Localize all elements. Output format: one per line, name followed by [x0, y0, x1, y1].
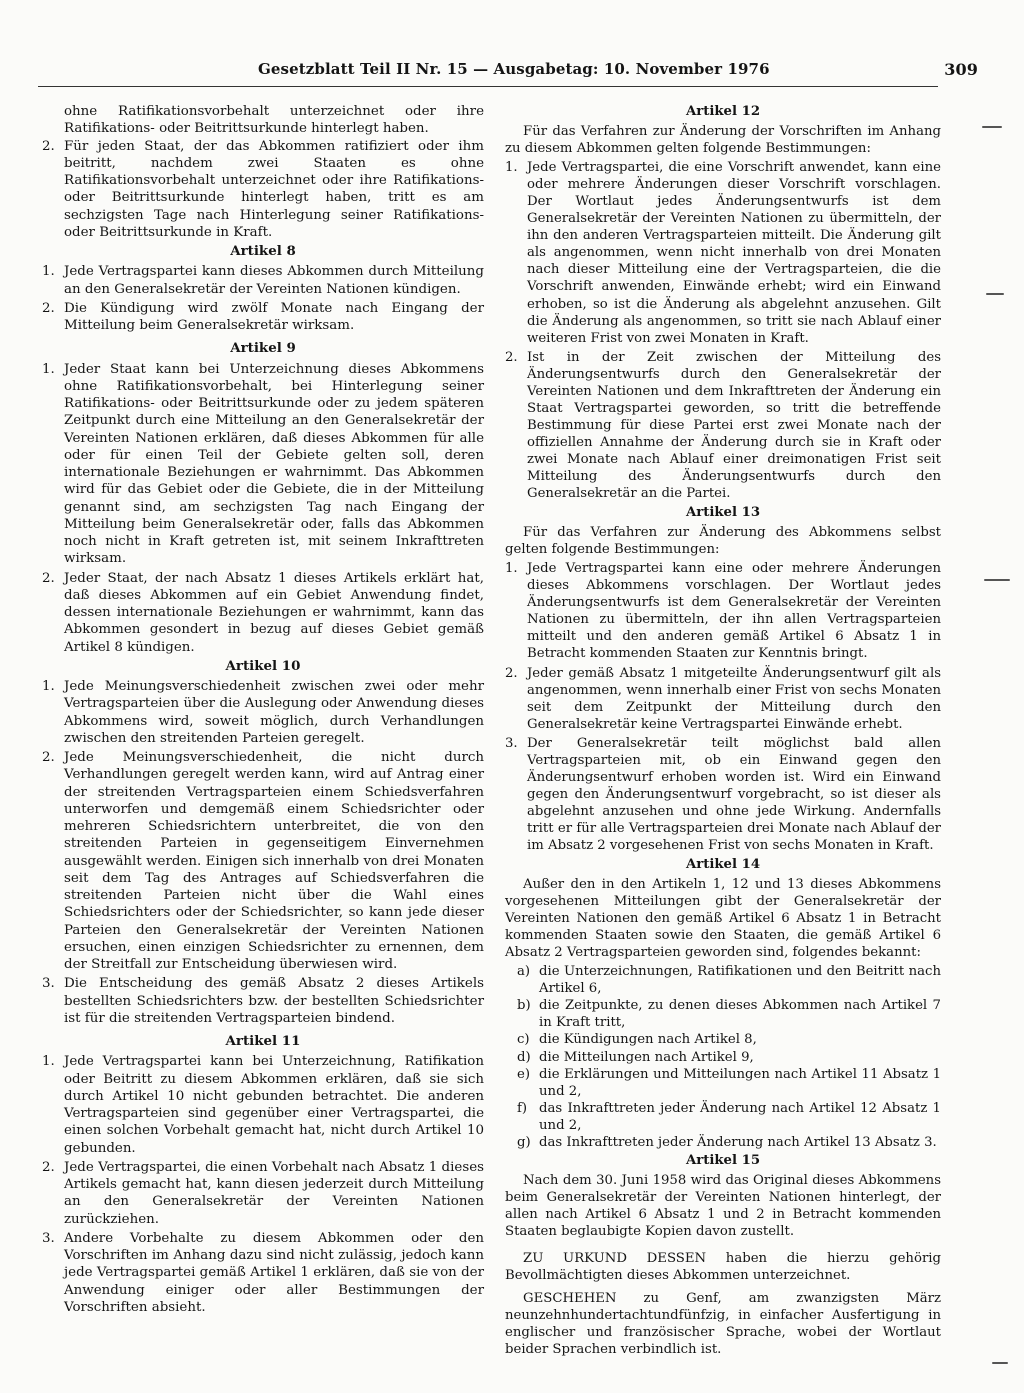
article-12-heading: Artikel 12 — [685, 104, 761, 119]
list-item-text: die Erklärungen und Mitteilungen nach Artikel 11 Absatz 1 und 2, — [539, 1066, 941, 1099]
paragraph-number: 2. — [42, 300, 55, 316]
page-header — [238, 60, 978, 84]
list-item-text: das Inkrafttreten jeder Änderung nach Artikel 12 Absatz 1 und 2, — [539, 1100, 941, 1133]
list-item-key: g) — [517, 1134, 531, 1150]
article-9-paragraph-1 — [42, 361, 484, 568]
paragraph-text: Jede Meinungsverschiedenheit, die nicht durch Verhandlungen geregelt werden kann, wird auf Antrag einer der streitenden Vertragsparteien einem Schiedsverfahren unterworfen und demgemäß einem Schiedsrichter oder mehreren Schiedsrichtern unterbreitet, die von den streitenden Parteien in gegenseitigem Einvernehmen ausgewählt werden. Einigen sich innerhalb von drei Monaten seit dem Tag des Antrages auf Schiedsverfahren die streitenden Parteien nicht über die Wahl eines Schiedsrichters oder der Schiedsrichter, so kann jede dieser Parteien den Generalsekretär der Vereinten Nationen ersuchen, einen einzigen Schiedsrichter zu ernennen, dem der Streitfall zur Entscheidung überwiesen wird. — [64, 750, 484, 972]
paragraph-number: 1. — [42, 1054, 55, 1070]
margin-mark — [982, 126, 1002, 128]
list-item — [505, 1031, 941, 1048]
paragraph-number: 3. — [42, 976, 55, 992]
paragraph-number: 2. — [42, 570, 55, 586]
paragraph-number: 2. — [42, 1159, 55, 1175]
article-7-paragraph-2 — [42, 138, 484, 242]
article-8-paragraph-1 — [42, 263, 484, 298]
paragraph-text: Jeder Staat kann bei Unterzeichnung dieses Abkommens ohne Ratifikationsvorbehalt, bei Hinterlegung seiner Ratifikations- oder Beitrittsurkunde oder zu jedem späteren Zeitpunkt durch eine Mitteilung an den Generalsekretär der Vereinten Nationen erklären, daß dieses Abkommen für alle oder für einen Teil der Gebiete gelten soll, deren internationale Beziehungen er wahrnimmt. Das Abkommen wird für das Gebiet oder die Gebiete, die in der Mitteilung genannt sind, am sechzigsten Tag nach Eingang der Mitteilung beim Generalsekretär oder, falls das Abkommen noch nicht in Kraft getreten ist, mit seinem Inkrafttreten wirksam. — [64, 361, 484, 567]
paragraph-number: 2. — [505, 349, 518, 365]
list-item — [505, 997, 941, 1031]
article-11-paragraph-3 — [42, 1230, 484, 1316]
header-rule — [38, 86, 938, 87]
paragraph-text: Der Generalsekretär teilt möglichst bald allen Vertragsparteien mit, ob ein Einwand gegen den Änderungsentwurf erhoben worden ist. Wird ein Einwand gegen den Änderungsentwurf vorgebracht, so ist dieser als abgelehnt anzusehen und ohne jede Wirkung. Andernfalls tritt er für alle Vertragsparteien drei Monate nach Ablauf der im Absatz 2 vorgesehenen Frist von sechs Monaten in Kraft. — [527, 735, 941, 853]
list-item — [505, 963, 941, 997]
paragraph-text: Jeder gemäß Absatz 1 mitgeteilte Änderungsentwurf gilt als angenommen, wenn innerhalb einer Frist von sechs Monaten seit dem Zeitpunkt der Mitteilung durch den Generalsekretär keine Vertragspartei Einwände erhebt. — [527, 665, 941, 732]
paragraph-number: 1. — [42, 361, 55, 377]
article-14-list — [505, 963, 941, 1151]
article-13-paragraph-1 — [505, 560, 941, 662]
right-column — [505, 103, 941, 1360]
done-at-clause: GESCHEHEN zu Genf, am zwanzigsten März neunzehnhundertachtundfünfzig, in einfacher Ausfertigung in englischer und französischer Sprache, wobei der Wortlaut beider Sprachen verbindlich ist. — [505, 1291, 941, 1358]
paragraph-number: 1. — [505, 561, 518, 577]
article-8-paragraph-2 — [42, 300, 484, 335]
paragraph-text: Die Entscheidung des gemäß Absatz 2 dieses Artikels bestellten Schiedsrichters bzw. der bestellten Schiedsrichter ist für die streitenden Vertragsparteien bindend. — [64, 976, 484, 1026]
list-item-text: die Unterzeichnungen, Ratifikationen und den Beitritt nach Artikel 6, — [539, 964, 941, 997]
paragraph-text: Für jeden Staat, der das Abkommen ratifiziert oder ihm beitritt, nachdem zwei Staaten es ohne Ratifikationsvorbehalt unterzeichnet oder ihre Ratifikations- oder Beitrittsurkunde hinterlegt haben, tritt es am sechzigsten Tage nach Hinterlegung seiner Ratifikations- oder Beitrittsurkunde in Kraft. — [64, 138, 484, 240]
list-item-key: d) — [517, 1049, 531, 1065]
article-10-heading: Artikel 10 — [225, 657, 301, 674]
paragraph-text: Andere Vorbehalte zu diesem Abkommen oder den Vorschriften im Anhang dazu sind nicht zulässig, jedoch kann jede Vertragspartei gemäß Artikel 1 erklären, daß sie von der Anwendung einiger oder aller Bestimmungen der Vorschriften absieht. — [64, 1230, 484, 1315]
paragraph-number: 3. — [505, 735, 518, 751]
article-15-text: Nach dem 30. Juni 1958 wird das Original dieses Abkommens beim Generalsekretär der Vereinten Nationen hinterlegt, der allen nach Artikel 6 Absatz 1 und 2 in Betracht kommenden Staaten beglaubigte Kopien davon zustellt. — [505, 1172, 941, 1239]
margin-mark — [986, 293, 1004, 295]
article-11-paragraph-1 — [42, 1053, 484, 1157]
paragraph-text: Jede Vertragspartei, die eine Vorschrift anwendet, kann eine oder mehrere Änderungen dieser Vorschrift vorschlagen. Der Wortlaut jedes Änderungsentwurfs ist dem Generalsekretär der Vereinten Nationen zu übermitteln, der ihn den anderen Vertragsparteien mitteilt. Die Änderung gilt als angenommen, wenn nicht innerhalb von drei Monaten nach dieser Mitteilung eine der Vertragsparteien, die die Vorschrift anwenden, Einwände erhebt; wird ein Einwand erhoben, so ist die Änderung als abgelehnt anzusehen. Gilt die Änderung als angenommen, so tritt sie nach Ablauf einer weiteren Frist von zwei Monaten in Kraft. — [527, 160, 941, 346]
list-item-text: das Inkrafttreten jeder Änderung nach Artikel 13 Absatz 3. — [539, 1134, 937, 1150]
paragraph-number: 1. — [505, 160, 518, 176]
article-13-paragraph-2 — [505, 665, 941, 733]
article-7-continuation: ohne Ratifikationsvorbehalt unterzeichnet oder ihre Ratifikations- oder Beitrittsurkunde hinterlegt haben. — [64, 104, 484, 137]
article-13-heading: Artikel 13 — [685, 505, 761, 521]
margin-mark — [984, 579, 1010, 581]
article-11-paragraph-2 — [42, 1159, 484, 1228]
paragraph-number: 2. — [42, 750, 55, 765]
paragraph-number: 1. — [42, 679, 55, 694]
list-item-key: b) — [517, 998, 531, 1014]
list-item-text: die Zeitpunkte, zu denen dieses Abkommen nach Artikel 7 in Kraft tritt, — [539, 998, 941, 1031]
list-item-text: die Kündigungen nach Artikel 8, — [539, 1032, 757, 1048]
article-12-paragraph-2 — [505, 349, 941, 502]
list-item-text: die Mitteilungen nach Artikel 9, — [539, 1049, 754, 1065]
paragraph-number: 2. — [505, 665, 518, 681]
left-column — [42, 103, 484, 1318]
paragraph-text: Ist in der Zeit zwischen der Mitteilung des Änderungsentwurfs durch den Generalsekretär der Vereinten Nationen und dem Inkrafttreten der Änderung ein Staat Vertragspartei geworden, so tritt die betreffende Bestimmung für diese Partei erst zwei Monate nach der offiziellen Annahme der Änderung durch sie in Kraft oder zwei Monate nach Ablauf einer dreimonatigen Frist seit Mitteilung des Änderungsentwurfs durch den Generalsekretär an die Partei. — [527, 349, 941, 502]
article-15-heading: Artikel 15 — [685, 1152, 761, 1168]
list-item — [505, 1066, 941, 1100]
article-11-heading: Artikel 11 — [225, 1033, 301, 1049]
list-item — [505, 1049, 941, 1066]
list-item-key: a) — [517, 964, 531, 980]
article-14-intro: Außer den in den Artikeln 1, 12 und 13 dieses Abkommens vorgesehenen Mitteilungen gibt der Generalsekretär der Vereinten Nationen den gemäß Artikel 6 Absatz 1 in Betracht kommenden Staaten sowie den Staaten, die gemäß Artikel 6 Absatz 2 Vertragsparteien geworden sind, folgendes bekannt: — [505, 877, 941, 961]
paragraph-text: Jede Vertragspartei kann bei Unterzeichnung, Ratifikation oder Beitritt zu diesem Abkommen erklären, daß sie sich durch Artikel 10 nicht gebunden betrachtet. Die anderen Vertragsparteien sind gegenüber einer Vertragspartei, die einen solchen Vorbehalt gemacht hat, nicht durch Artikel 10 gebunden. — [64, 1054, 484, 1156]
article-9-paragraph-2 — [42, 570, 484, 656]
paragraph-number: 2. — [42, 138, 55, 154]
witness-clause: ZU URKUND DESSEN haben die hierzu gehörig Bevollmächtigten dieses Abkommen unterzeichnet. — [505, 1251, 941, 1284]
list-item — [505, 1134, 941, 1151]
list-item-key: e) — [517, 1066, 531, 1082]
article-8-heading: Artikel 8 — [230, 243, 296, 259]
paragraph-number: 3. — [42, 1230, 55, 1246]
list-item-key: f) — [517, 1100, 528, 1116]
article-14-heading: Artikel 14 — [685, 857, 761, 873]
article-10-paragraph-2 — [42, 749, 484, 973]
list-item — [505, 1100, 941, 1134]
paragraph-text: Jeder Staat, der nach Absatz 1 dieses Artikels erklärt hat, daß dieses Abkommen auf ein Gebiet Anwendung findet, dessen internationale Beziehungen er wahrnimmt, kann das Abkommen gesondert in bezug auf dieses Gebiet gemäß Artikel 8 kündigen. — [64, 570, 484, 655]
article-10-paragraph-3 — [42, 975, 484, 1027]
article-12-paragraph-1 — [505, 159, 941, 347]
paragraph-number: 1. — [42, 264, 55, 280]
paragraph-text: Die Kündigung wird zwölf Monate nach Eingang der Mitteilung beim Generalsekretär wirksam. — [64, 300, 484, 333]
page-number: 309 — [944, 60, 978, 79]
article-10-paragraph-1 — [42, 678, 484, 747]
list-item-key: c) — [517, 1032, 530, 1048]
article-9-heading: Artikel 9 — [230, 340, 296, 357]
article-13-paragraph-3 — [505, 735, 941, 854]
paragraph-text: Jede Vertragspartei kann eine oder mehrere Änderungen dieses Abkommens vorschlagen. Der Wortlaut jedes Änderungsentwurfs ist dem Generalsekretär der Vereinten Nationen zu übermitteln, der ihn allen Vertragsparteien mitteilt und den anderen gemäß Artikel 6 Absatz 1 in Betracht kommenden Staaten zur Kenntnis bringt. — [527, 561, 941, 662]
paragraph-text: Jede Vertragspartei, die einen Vorbehalt nach Absatz 1 dieses Artikels gemacht hat, kann diesen jederzeit durch Mitteilung an den Generalsekretär der Vereinten Nationen zurückziehen. — [64, 1159, 484, 1227]
paragraph-text: Jede Vertragspartei kann dieses Abkommen durch Mitteilung an den Generalsekretär der Vereinten Nationen kündigen. — [64, 264, 484, 297]
margin-mark — [992, 1362, 1008, 1364]
article-13-intro: Für das Verfahren zur Änderung des Abkommens selbst gelten folgende Bestimmungen: — [505, 525, 941, 558]
paragraph-text: Jede Meinungsverschiedenheit zwischen zwei oder mehr Vertragsparteien über die Auslegung oder Anwendung dieses Abkommens wird, soweit möglich, durch Verhandlungen zwischen den streitenden Parteien geregelt. — [64, 679, 484, 746]
article-12-intro: Für das Verfahren zur Änderung der Vorschriften im Anhang zu diesem Abkommen gelten folgende Bestimmungen: — [505, 124, 941, 157]
running-title: Gesetzblatt Teil II Nr. 15 — Ausgabetag: 10. November 1976 — [258, 60, 770, 78]
